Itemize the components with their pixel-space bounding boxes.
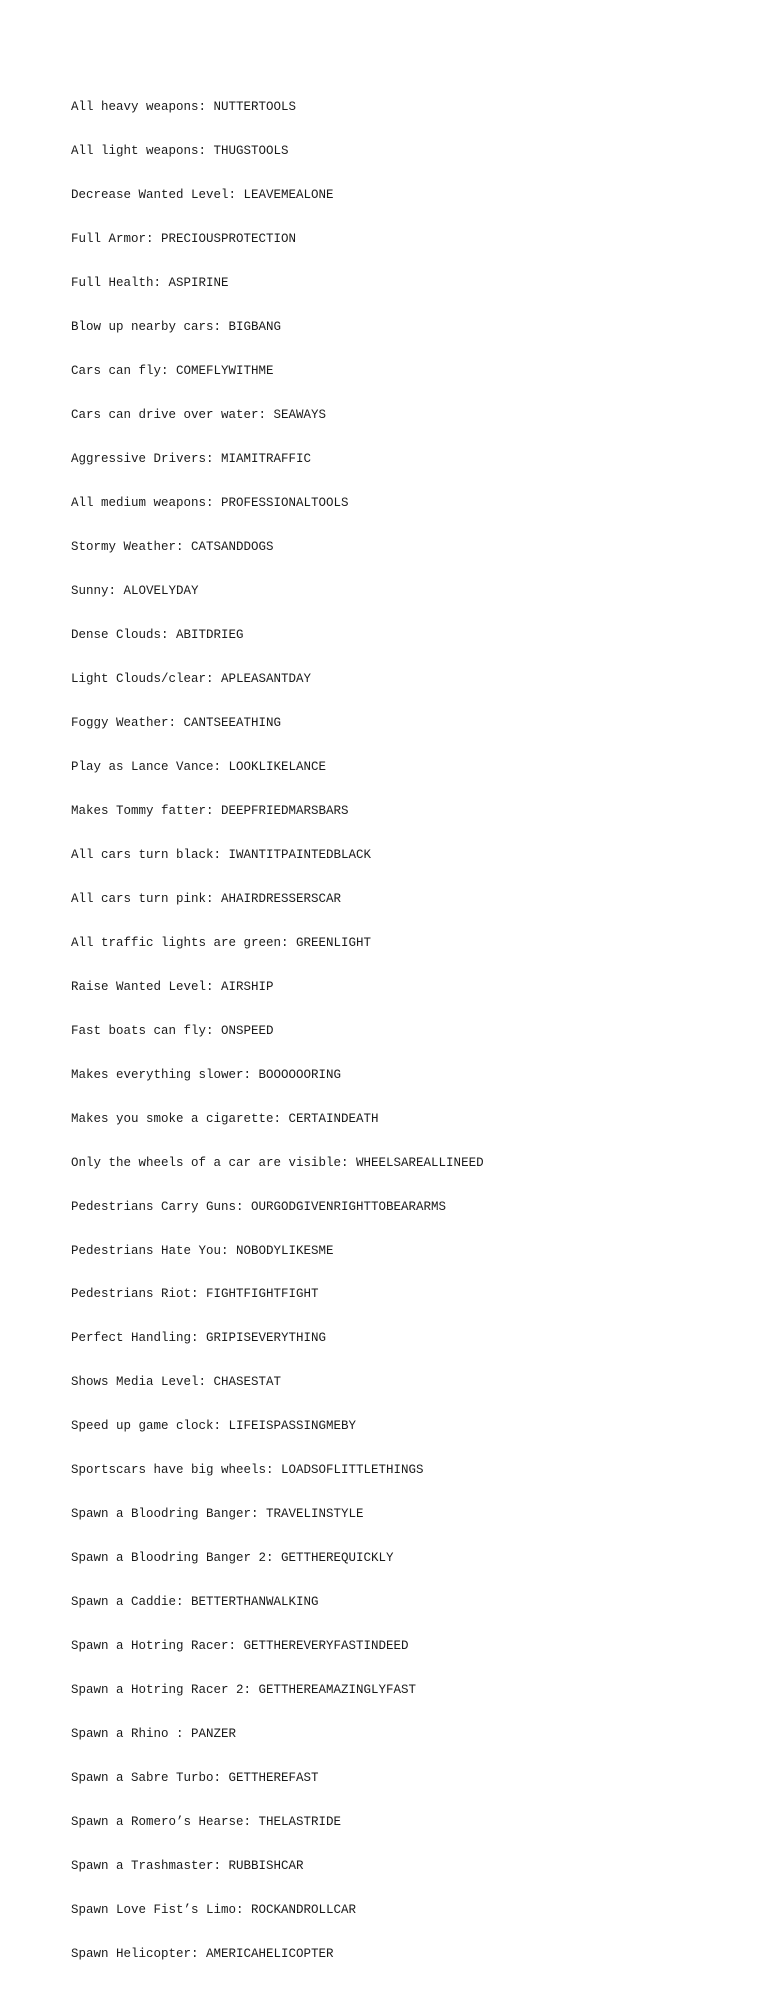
cheat-line: Pedestrians Carry Guns: OURGODGIVENRIGHTTOBEARARMS: [71, 1199, 447, 1214]
cheat-line: Makes Tommy fatter: DEEPFRIEDMARSBARS: [71, 803, 349, 818]
cheat-line: Aggressive Drivers: MIAMITRAFFIC: [71, 452, 312, 467]
cheat-line: Dense Clouds: ABITDRIEG: [71, 627, 244, 642]
cheat-line: Raise Wanted Level: AIRSHIP: [71, 979, 274, 994]
cheat-line: All cars turn black: IWANTITPAINTEDBLACK: [71, 847, 372, 862]
cheat-line: Light Clouds/clear: APLEASANTDAY: [71, 671, 312, 686]
cheat-line: Spawn a Caddie: BETTERTHANWALKING: [71, 1595, 319, 1610]
cheat-line: Pedestrians Hate You: NOBODYLIKESME: [71, 1243, 334, 1258]
cheat-line: Play as Lance Vance: LOOKLIKELANCE: [71, 759, 327, 774]
cheat-line: Spawn a Bloodring Banger: TRAVELINSTYLE: [71, 1507, 364, 1522]
cheat-line: Cars can fly: COMEFLYWITHME: [71, 364, 274, 379]
cheat-line: Spawn a Sabre Turbo: GETTHEREFAST: [71, 1771, 319, 1786]
cheat-line: Sportscars have big wheels: LOADSOFLITTLETHINGS: [71, 1463, 424, 1478]
cheat-line: Spawn Love Fist’s Limo: ROCKANDROLLCAR: [71, 1903, 357, 1918]
cheat-line: Spawn a Rhino : PANZER: [71, 1727, 237, 1742]
cheat-line: Foggy Weather: CANTSEEATHING: [71, 715, 282, 730]
cheat-line: All medium weapons: PROFESSIONALTOOLS: [71, 496, 349, 511]
cheat-line: Only the wheels of a car are visible: WHEELSAREALLINEED: [71, 1155, 484, 1170]
cheat-line: Makes you smoke a cigarette: CERTAINDEATH: [71, 1111, 379, 1126]
cheat-line: Spawn a Trashmaster: RUBBISHCAR: [71, 1859, 304, 1874]
cheat-line: Blow up nearby cars: BIGBANG: [71, 320, 282, 335]
cheat-line: All light weapons: THUGSTOOLS: [71, 144, 289, 159]
cheat-line: Full Armor: PRECIOUSPROTECTION: [71, 232, 297, 247]
cheat-line: Full Health: ASPIRINE: [71, 276, 229, 291]
cheat-line: Spawn a Bloodring Banger 2: GETTHEREQUICKLY: [71, 1551, 394, 1566]
cheat-line: Shows Media Level: CHASESTAT: [71, 1375, 282, 1390]
cheat-line: Decrease Wanted Level: LEAVEMEALONE: [71, 188, 334, 203]
cheat-line: Spawn a Hotring Racer 2: GETTHEREAMAZINGLYFAST: [71, 1683, 417, 1698]
cheat-line: Fast boats can fly: ONSPEED: [71, 1023, 274, 1038]
cheat-line: All heavy weapons: NUTTERTOOLS: [71, 100, 297, 115]
cheat-line: Sunny: ALOVELYDAY: [71, 583, 199, 598]
cheat-line: Stormy Weather: CATSANDDOGS: [71, 540, 274, 554]
cheat-line: Cars can drive over water: SEAWAYS: [71, 408, 327, 423]
cheat-line: Speed up game clock: LIFEISPASSINGMEBY: [71, 1419, 357, 1434]
cheat-code-list: [71, 71, 484, 1991]
cheat-line: Pedestrians Riot: FIGHTFIGHTFIGHT: [71, 1287, 319, 1302]
cheat-line: Makes everything slower: BOOOOOORING: [71, 1067, 342, 1082]
cheat-line: Spawn Helicopter: AMERICAHELICOPTER: [71, 1947, 334, 1961]
cheat-line: Spawn a Romero’s Hearse: THELASTRIDE: [71, 1815, 342, 1830]
cheat-line: Perfect Handling: GRIPISEVERYTHING: [71, 1331, 327, 1346]
cheat-line: All cars turn pink: AHAIRDRESSERSCAR: [71, 891, 342, 906]
cheat-line: Spawn a Hotring Racer: GETTHEREVERYFASTINDEED: [71, 1639, 409, 1654]
cheat-line: All traffic lights are green: GREENLIGHT: [71, 935, 372, 950]
